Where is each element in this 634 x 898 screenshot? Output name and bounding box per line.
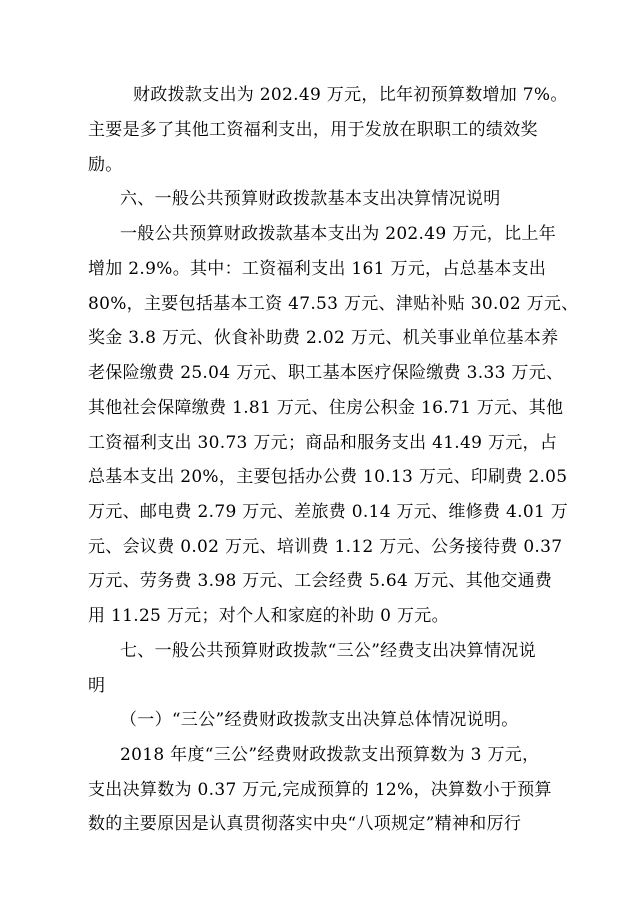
section-heading: 七、一般公共预算财政拨款“三公”经费支出决算情况说 — [120, 641, 536, 661]
text-line: 支出决算数为 0.37 万元,完成预算的 12%，决算数小于预算 — [88, 780, 552, 800]
text-line: 财政拨款支出为 202.49 万元，比年初预算数增加 7%。 — [133, 85, 568, 105]
text-line: 励。 — [88, 155, 123, 175]
subsection-heading: （一）“三公”经费财政拨款支出决算总体情况说明。 — [120, 710, 519, 730]
text-line: 元、会议费 0.02 万元、培训费 1.12 万元、公务接待费 0.37 — [88, 537, 563, 557]
text-line: 数的主要原因是认真贯彻落实中央“八项规定”精神和厉行 — [88, 814, 522, 834]
section-heading: 六、一般公共预算财政拨款基本支出决算情况说明 — [120, 189, 501, 209]
text-line: 总基本支出 20%，主要包括办公费 10.13 万元、印刷费 2.05 — [88, 467, 568, 487]
text-line: 奖金 3.8 万元、伙食补助费 2.02 万元、机关事业单位基本养 — [88, 328, 559, 348]
text-line: 老保险缴费 25.04 万元、职工基本医疗保险缴费 3.33 万元、 — [88, 363, 564, 383]
text-line: 万元、劳务费 3.98 万元、工会经费 5.64 万元、其他交通费 — [88, 571, 553, 591]
text-line: 万元、邮电费 2.79 万元、差旅费 0.14 万元、维修费 4.01 万 — [88, 502, 569, 522]
text-line: 2018 年度“三公”经费财政拨款支出预算数为 3 万元， — [120, 745, 540, 765]
text-line: 主要是多了其他工资福利支出，用于发放在职职工的绩效奖 — [88, 120, 538, 140]
text-line: 80%，主要包括基本工资 47.53 万元、津贴补贴 30.02 万元、 — [88, 294, 579, 314]
section-heading-continuation: 明 — [88, 676, 106, 696]
text-line: 增加 2.9%。其中：工资福利支出 161 万元，占总基本支出 — [88, 259, 547, 279]
text-line: 其他社会保障缴费 1.81 万元、住房公积金 16.71 万元、其他 — [88, 398, 564, 418]
text-line: 用 11.25 万元；对个人和家庭的补助 0 万元。 — [88, 606, 449, 626]
text-line: 一般公共预算财政拨款基本支出为 202.49 万元，比上年 — [120, 224, 556, 244]
text-line: 工资福利支出 30.73 万元；商品和服务支出 41.49 万元，占 — [88, 433, 558, 453]
